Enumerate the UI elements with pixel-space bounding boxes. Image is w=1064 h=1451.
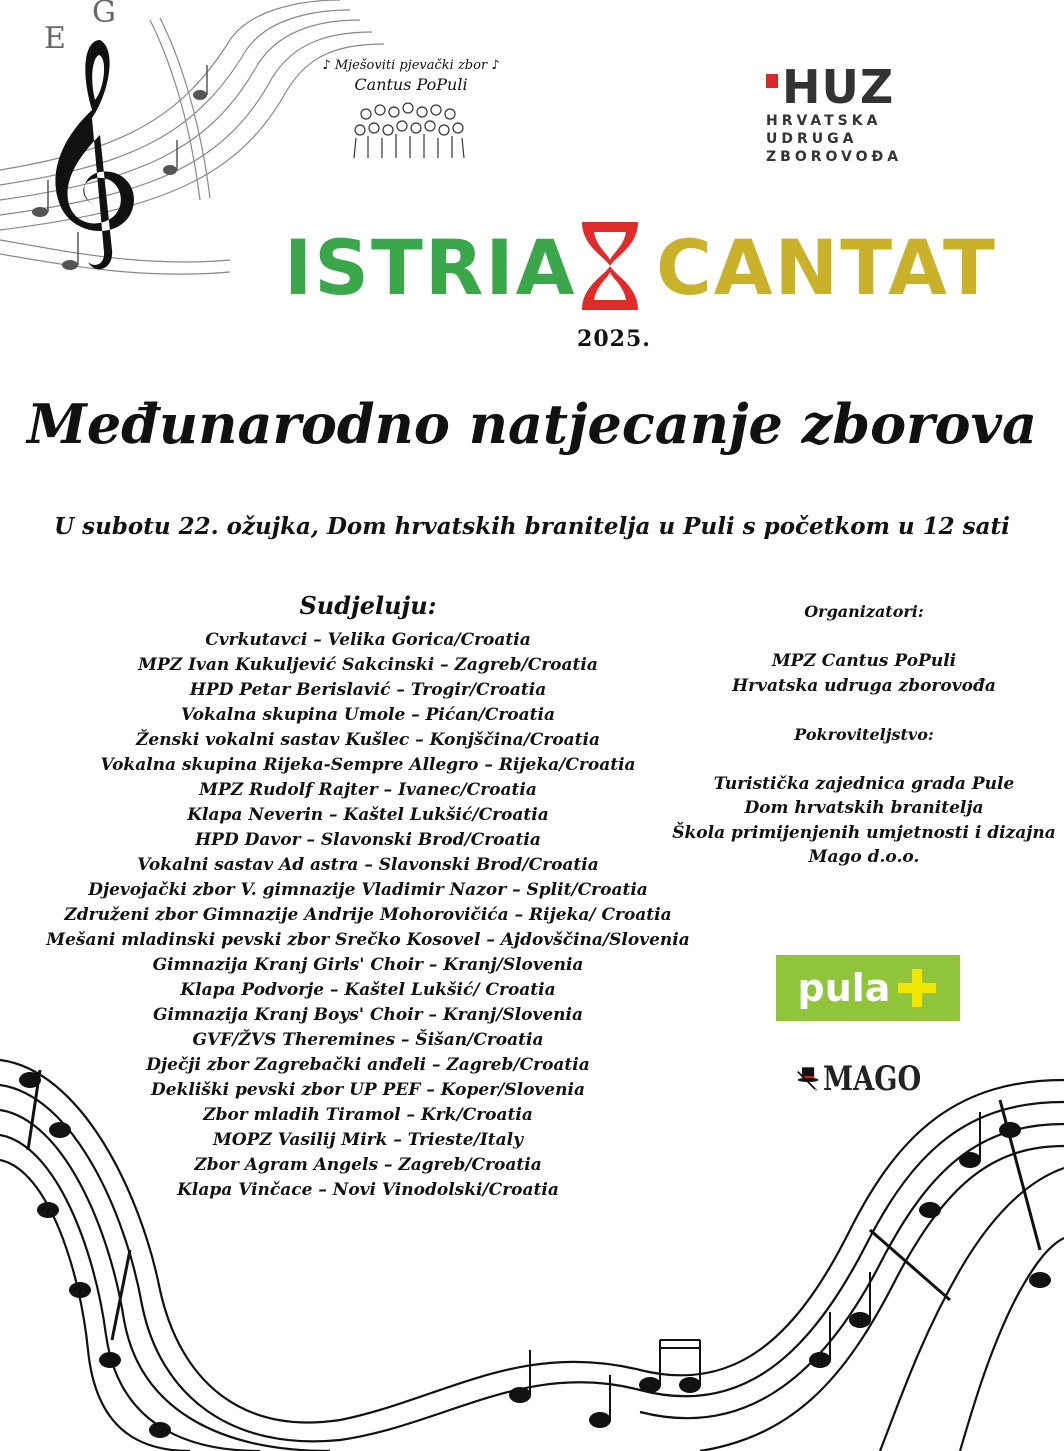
huz-logo-line3: ZBOROVOĐA: [766, 149, 903, 165]
choir-logo-line2: Cantus PoPuli: [354, 75, 468, 94]
participants-heading: Sudjeluju:: [299, 591, 437, 620]
participant-item: Mešani mladinski pevski zbor Srečko Kosovel – Ajdovščina/Slovenia: [46, 930, 690, 950]
mago-logo-text: MAGO: [823, 1059, 922, 1099]
sponsor-item: Mago d.o.o.: [808, 847, 920, 867]
sponsor-item: Turistička zajednica grada Pule: [713, 773, 1015, 794]
huz-logo-line1: HRVATSKA: [766, 113, 882, 129]
organizer-item: MPZ Cantus PoPuli: [771, 651, 957, 671]
participant-item: MPZ Ivan Kukuljević Sakcinski – Zagreb/Croatia: [138, 655, 598, 675]
participant-item: MOPZ Vasilij Mirk – Trieste/Italy: [213, 1130, 523, 1150]
festival-logo-left-word: ISTRIA: [284, 223, 577, 312]
page-title: Međunarodno natjecanje zborova: [27, 392, 1037, 456]
huz-logo: [766, 62, 916, 182]
hourglass-icon: [576, 216, 644, 316]
pula-plus-logo: [776, 955, 960, 1021]
year-label: 2025.: [577, 326, 651, 352]
huz-logo-line2: UDRUGA: [766, 131, 858, 147]
participant-item: Cvrkutavci – Velika Gorica/Croatia: [205, 630, 531, 650]
music-note-icon: ♪: [491, 58, 500, 73]
participant-item: HPD Davor – Slavonski Brod/Croatia: [195, 830, 541, 850]
participant-item: Klapa Podvorje – Kaštel Lukšić/ Croatia: [180, 980, 556, 1000]
participant-item: Vokalna skupina Rijeka-Sempre Allegro – Rijeka/Croatia: [100, 755, 636, 775]
pula-logo-text: pula: [797, 966, 891, 1010]
participant-item: Zbor mladih Tiramol – Krk/Croatia: [203, 1105, 533, 1125]
participant-item: Djevojački zbor V. gimnazije Vladimir Nazor – Split/Croatia: [88, 880, 648, 900]
choir-logo-line1: Mješoviti pjevački zbor: [334, 58, 488, 73]
participant-item: Ženski vokalni sastav Kušlec – Konjščina/Croatia: [135, 730, 600, 750]
organizers-label: Organizatori:: [804, 602, 924, 621]
huz-logo-word: HUZ: [782, 60, 895, 114]
music-note-icon: ♪: [322, 58, 331, 73]
festival-logo-right-word: CANTAT: [656, 223, 997, 312]
participant-item: Združeni zbor Gimnazije Andrije Mohorovičića – Rijeka/ Croatia: [64, 905, 672, 925]
participant-item: GVF/ŽVS Theremines – Šišan/Croatia: [192, 1030, 544, 1050]
participant-item: Dječji zbor Zagrebački anđeli – Zagreb/Croatia: [146, 1055, 590, 1075]
participant-item: MPZ Rudolf Rajter – Ivanec/Croatia: [199, 780, 537, 800]
sponsor-item: Dom hrvatskih branitelja: [744, 798, 984, 818]
treble-clef-icon: [55, 40, 133, 269]
participant-item: Klapa Neverin – Kaštel Lukšić/Croatia: [187, 805, 549, 825]
participant-item: Zbor Agram Angels – Zagreb/Croatia: [194, 1155, 542, 1175]
event-details: U subotu 22. ožujka, Dom hrvatskih branitelja u Puli s početkom u 12 sati: [54, 513, 1010, 540]
music-staff-decoration-bottom: [0, 1040, 1064, 1451]
choir-logo: [322, 58, 500, 188]
sponsor-item: Škola primijenjenih umjetnosti i dizajna: [672, 822, 1056, 843]
sponsors-label: Pokroviteljstvo:: [794, 724, 934, 744]
organizers-section: [668, 600, 1060, 870]
svg-text:E: E: [44, 21, 66, 56]
participant-item: Vokalni sastav Ad astra – Slavonski Brod/Croatia: [137, 855, 599, 875]
choir-drawing-icon: [346, 100, 476, 160]
participant-item: HPD Petar Berislavić – Trogir/Croatia: [189, 680, 547, 700]
plus-icon: [896, 967, 938, 1009]
svg-text:G: G: [92, 0, 116, 30]
participant-item: Dekliški pevski zbor UP PEF – Koper/Slovenia: [151, 1080, 585, 1100]
organizer-item: Hrvatska udruga zborovođa: [732, 675, 996, 696]
participant-item: Gimnazija Kranj Boys' Choir – Kranj/Slovenia: [152, 1005, 584, 1025]
participant-item: Vokalna skupina Umole – Pićan/Croatia: [181, 705, 555, 725]
huz-red-square-icon: [766, 74, 778, 88]
participant-item: Klapa Vinčace – Novi Vinodolski/Croatia: [177, 1180, 559, 1200]
participant-item: Gimnazija Kranj Girls' Choir – Kranj/Slovenia: [152, 955, 584, 975]
festival-logo: [284, 212, 1004, 322]
